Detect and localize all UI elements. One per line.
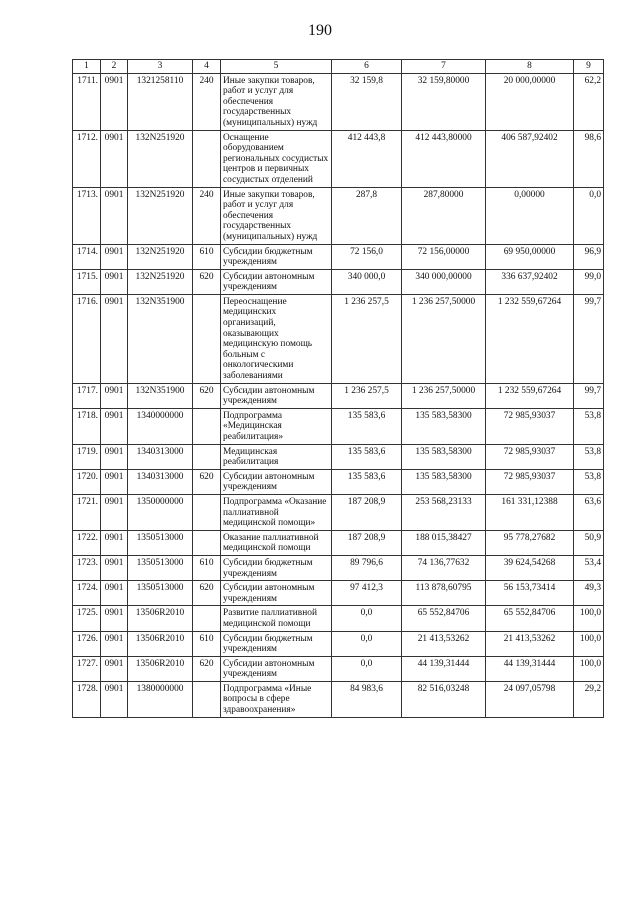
item-name: Подпрограмма «Иные вопросы в сфере здравоохранения» <box>221 681 332 717</box>
table-row <box>73 631 604 656</box>
item-name: Субсидии бюджетным учреждениям <box>221 555 332 580</box>
section-code: 0901 <box>101 581 128 606</box>
approved-amount: 135 583,6 <box>332 444 402 469</box>
execution-percent: 63,6 <box>574 494 604 530</box>
item-name: Субсидии автономным учреждениям <box>221 656 332 681</box>
planned-amount: 340 000,00000 <box>402 269 486 294</box>
target-article-code: 13506R2010 <box>128 656 193 681</box>
section-code: 0901 <box>101 383 128 408</box>
executed-amount: 336 637,92402 <box>486 269 574 294</box>
section-code: 0901 <box>101 269 128 294</box>
table-row <box>73 606 604 631</box>
execution-percent: 53,8 <box>574 408 604 444</box>
section-code: 0901 <box>101 444 128 469</box>
item-name: Медицинская реабилитация <box>221 444 332 469</box>
executed-amount: 1 232 559,67264 <box>486 294 574 383</box>
header-col-6: 6 <box>332 60 402 74</box>
header-col-2: 2 <box>101 60 128 74</box>
expense-type-code: 610 <box>193 244 221 269</box>
executed-amount: 20 000,00000 <box>486 73 574 130</box>
expense-type-code: 620 <box>193 656 221 681</box>
executed-amount: 69 950,00000 <box>486 244 574 269</box>
target-article-code: 1350513000 <box>128 581 193 606</box>
item-name: Развитие паллиативной медицинской помощи <box>221 606 332 631</box>
executed-amount: 65 552,84706 <box>486 606 574 631</box>
item-name: Субсидии автономным учреждениям <box>221 469 332 494</box>
row-number: 1718. <box>73 408 101 444</box>
section-code: 0901 <box>101 187 128 244</box>
target-article-code: 1350513000 <box>128 530 193 555</box>
approved-amount: 340 000,0 <box>332 269 402 294</box>
row-number: 1717. <box>73 383 101 408</box>
planned-amount: 74 136,77632 <box>402 555 486 580</box>
target-article-code: 1350513000 <box>128 555 193 580</box>
row-number: 1711. <box>73 73 101 130</box>
expense-type-code <box>193 408 221 444</box>
expense-type-code: 620 <box>193 383 221 408</box>
executed-amount: 72 985,93037 <box>486 444 574 469</box>
execution-percent: 99,7 <box>574 383 604 408</box>
target-article-code: 132N351900 <box>128 294 193 383</box>
row-number: 1712. <box>73 130 101 187</box>
table-row <box>73 383 604 408</box>
expense-type-code <box>193 606 221 631</box>
item-name: Иные закупки товаров, работ и услуг для обеспечения государственных (муниципальных) нужд <box>221 187 332 244</box>
planned-amount: 188 015,38427 <box>402 530 486 555</box>
row-number: 1725. <box>73 606 101 631</box>
planned-amount: 412 443,80000 <box>402 130 486 187</box>
row-number: 1715. <box>73 269 101 294</box>
executed-amount: 44 139,31444 <box>486 656 574 681</box>
execution-percent: 100,0 <box>574 631 604 656</box>
row-number: 1720. <box>73 469 101 494</box>
execution-percent: 98,6 <box>574 130 604 187</box>
row-number: 1722. <box>73 530 101 555</box>
planned-amount: 253 568,23133 <box>402 494 486 530</box>
section-code: 0901 <box>101 244 128 269</box>
execution-percent: 96,9 <box>574 244 604 269</box>
execution-percent: 99,7 <box>574 294 604 383</box>
planned-amount: 72 156,00000 <box>402 244 486 269</box>
item-name: Иные закупки товаров, работ и услуг для обеспечения государственных (муниципальных) нужд <box>221 73 332 130</box>
planned-amount: 44 139,31444 <box>402 656 486 681</box>
item-name: Субсидии бюджетным учреждениям <box>221 244 332 269</box>
approved-amount: 187 208,9 <box>332 530 402 555</box>
target-article-code: 13506R2010 <box>128 606 193 631</box>
section-code: 0901 <box>101 681 128 717</box>
execution-percent: 50,9 <box>574 530 604 555</box>
planned-amount: 287,80000 <box>402 187 486 244</box>
execution-percent: 100,0 <box>574 656 604 681</box>
row-number: 1724. <box>73 581 101 606</box>
header-row <box>73 60 604 74</box>
expense-type-code <box>193 494 221 530</box>
approved-amount: 135 583,6 <box>332 469 402 494</box>
table-row <box>73 444 604 469</box>
planned-amount: 1 236 257,50000 <box>402 383 486 408</box>
planned-amount: 32 159,80000 <box>402 73 486 130</box>
executed-amount: 0,00000 <box>486 187 574 244</box>
item-name: Субсидии автономным учреждениям <box>221 581 332 606</box>
expense-type-code: 240 <box>193 187 221 244</box>
target-article-code: 1340313000 <box>128 469 193 494</box>
row-number: 1719. <box>73 444 101 469</box>
approved-amount: 135 583,6 <box>332 408 402 444</box>
planned-amount: 113 878,60795 <box>402 581 486 606</box>
planned-amount: 82 516,03248 <box>402 681 486 717</box>
target-article-code: 132N251920 <box>128 187 193 244</box>
target-article-code: 132N251920 <box>128 130 193 187</box>
target-article-code: 132N351900 <box>128 383 193 408</box>
page-number: 190 <box>308 22 332 39</box>
section-code: 0901 <box>101 73 128 130</box>
item-name: Оснащение оборудованием региональных сосудистых центров и первичных сосудистых отделений <box>221 130 332 187</box>
expense-type-code: 610 <box>193 631 221 656</box>
expense-type-code <box>193 130 221 187</box>
expense-type-code: 240 <box>193 73 221 130</box>
table-row <box>73 681 604 717</box>
expense-type-code <box>193 294 221 383</box>
approved-amount: 32 159,8 <box>332 73 402 130</box>
approved-amount: 84 983,6 <box>332 681 402 717</box>
item-name: Переоснащение медицинских организаций, оказывающих медицинскую помощь больным с онкологическими заболеваниями <box>221 294 332 383</box>
header-col-5: 5 <box>221 60 332 74</box>
target-article-code: 1350000000 <box>128 494 193 530</box>
planned-amount: 21 413,53262 <box>402 631 486 656</box>
item-name: Субсидии бюджетным учреждениям <box>221 631 332 656</box>
execution-percent: 49,3 <box>574 581 604 606</box>
executed-amount: 24 097,05798 <box>486 681 574 717</box>
table-row <box>73 269 604 294</box>
row-number: 1728. <box>73 681 101 717</box>
row-number: 1723. <box>73 555 101 580</box>
expense-type-code <box>193 681 221 717</box>
planned-amount: 135 583,58300 <box>402 408 486 444</box>
execution-percent: 53,8 <box>574 469 604 494</box>
approved-amount: 0,0 <box>332 656 402 681</box>
table-row <box>73 469 604 494</box>
header-col-1: 1 <box>73 60 101 74</box>
table-row <box>73 294 604 383</box>
expense-type-code: 620 <box>193 581 221 606</box>
row-number: 1714. <box>73 244 101 269</box>
item-name: Подпрограмма «Оказание паллиативной медицинской помощи» <box>221 494 332 530</box>
section-code: 0901 <box>101 656 128 681</box>
section-code: 0901 <box>101 631 128 656</box>
budget-table <box>72 59 604 718</box>
planned-amount: 65 552,84706 <box>402 606 486 631</box>
approved-amount: 0,0 <box>332 606 402 631</box>
header-col-9: 9 <box>574 60 604 74</box>
approved-amount: 1 236 257,5 <box>332 383 402 408</box>
approved-amount: 89 796,6 <box>332 555 402 580</box>
execution-percent: 53,4 <box>574 555 604 580</box>
approved-amount: 412 443,8 <box>332 130 402 187</box>
approved-amount: 0,0 <box>332 631 402 656</box>
section-code: 0901 <box>101 469 128 494</box>
row-number: 1727. <box>73 656 101 681</box>
approved-amount: 97 412,3 <box>332 581 402 606</box>
section-code: 0901 <box>101 294 128 383</box>
table-row <box>73 555 604 580</box>
section-code: 0901 <box>101 494 128 530</box>
target-article-code: 13506R2010 <box>128 631 193 656</box>
row-number: 1713. <box>73 187 101 244</box>
expense-type-code: 620 <box>193 469 221 494</box>
item-name: Оказание паллиативной медицинской помощи <box>221 530 332 555</box>
section-code: 0901 <box>101 555 128 580</box>
approved-amount: 1 236 257,5 <box>332 294 402 383</box>
section-code: 0901 <box>101 130 128 187</box>
table-row <box>73 73 604 130</box>
execution-percent: 0,0 <box>574 187 604 244</box>
execution-percent: 29,2 <box>574 681 604 717</box>
header-col-8: 8 <box>486 60 574 74</box>
table-row <box>73 244 604 269</box>
execution-percent: 53,8 <box>574 444 604 469</box>
item-name: Подпрограмма «Медицинская реабилитация» <box>221 408 332 444</box>
expense-type-code <box>193 530 221 555</box>
table-row <box>73 130 604 187</box>
table-row <box>73 187 604 244</box>
table-body <box>73 73 604 717</box>
header-col-7: 7 <box>402 60 486 74</box>
table-row <box>73 408 604 444</box>
header-col-3: 3 <box>128 60 193 74</box>
table-row <box>73 656 604 681</box>
approved-amount: 187 208,9 <box>332 494 402 530</box>
planned-amount: 135 583,58300 <box>402 469 486 494</box>
executed-amount: 95 778,27682 <box>486 530 574 555</box>
approved-amount: 287,8 <box>332 187 402 244</box>
target-article-code: 1380000000 <box>128 681 193 717</box>
table-row <box>73 530 604 555</box>
approved-amount: 72 156,0 <box>332 244 402 269</box>
executed-amount: 72 985,93037 <box>486 469 574 494</box>
executed-amount: 72 985,93037 <box>486 408 574 444</box>
header-col-4: 4 <box>193 60 221 74</box>
section-code: 0901 <box>101 408 128 444</box>
row-number: 1721. <box>73 494 101 530</box>
executed-amount: 406 587,92402 <box>486 130 574 187</box>
target-article-code: 1340313000 <box>128 444 193 469</box>
execution-percent: 100,0 <box>574 606 604 631</box>
planned-amount: 1 236 257,50000 <box>402 294 486 383</box>
expense-type-code: 620 <box>193 269 221 294</box>
section-code: 0901 <box>101 530 128 555</box>
item-name: Субсидии автономным учреждениям <box>221 269 332 294</box>
table-row <box>73 494 604 530</box>
executed-amount: 161 331,12388 <box>486 494 574 530</box>
executed-amount: 1 232 559,67264 <box>486 383 574 408</box>
table-row <box>73 581 604 606</box>
executed-amount: 56 153,73414 <box>486 581 574 606</box>
section-code: 0901 <box>101 606 128 631</box>
target-article-code: 132N251920 <box>128 244 193 269</box>
expense-type-code <box>193 444 221 469</box>
target-article-code: 1340000000 <box>128 408 193 444</box>
expense-type-code: 610 <box>193 555 221 580</box>
planned-amount: 135 583,58300 <box>402 444 486 469</box>
execution-percent: 62,2 <box>574 73 604 130</box>
execution-percent: 99,0 <box>574 269 604 294</box>
executed-amount: 39 624,54268 <box>486 555 574 580</box>
item-name: Субсидии автономным учреждениям <box>221 383 332 408</box>
executed-amount: 21 413,53262 <box>486 631 574 656</box>
row-number: 1726. <box>73 631 101 656</box>
target-article-code: 132N251920 <box>128 269 193 294</box>
target-article-code: 1321258110 <box>128 73 193 130</box>
row-number: 1716. <box>73 294 101 383</box>
